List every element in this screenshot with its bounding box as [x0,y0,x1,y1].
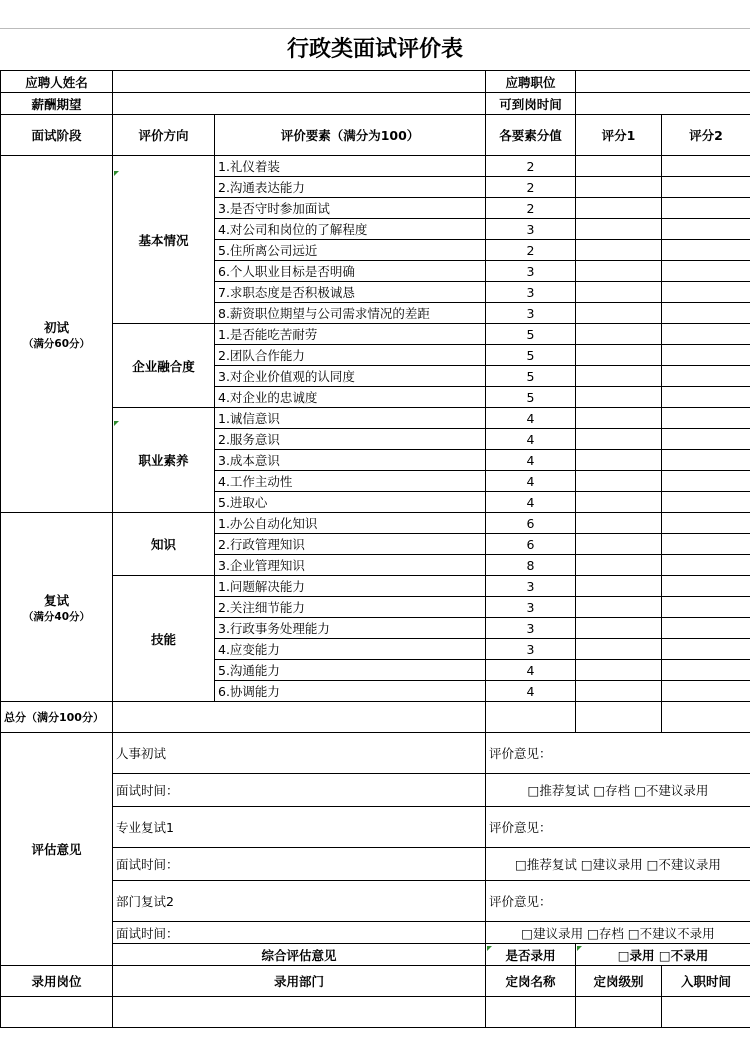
opinion-field-1[interactable]: 评价意见： [486,733,750,774]
score1-cell[interactable] [576,639,662,660]
position-label: 应聘职位 [486,71,576,93]
item-label: 5.进取心 [215,492,486,513]
hire-question: 是否录用 [486,944,576,966]
score2-cell[interactable] [662,429,750,450]
item-label: 6.个人职业目标是否明确 [215,261,486,282]
item-score: 2 [486,198,576,219]
item-label: 5.沟通能力 [215,660,486,681]
item-score: 5 [486,387,576,408]
item-label: 7.求职态度是否积极诚恳 [215,282,486,303]
item-score: 4 [486,429,576,450]
item-label: 4.工作主动性 [215,471,486,492]
score1-cell[interactable] [576,534,662,555]
available-field[interactable] [576,93,750,115]
item-label: 2.关注细节能力 [215,597,486,618]
item-label: 3.是否守时参加面试 [215,198,486,219]
score2-cell[interactable] [662,324,750,345]
score2-cell[interactable] [662,492,750,513]
header-score1: 评分1 [576,115,662,156]
score1-cell[interactable] [576,303,662,324]
header-stage: 面试阶段 [1,115,113,156]
score2-cell[interactable] [662,303,750,324]
name-field[interactable] [113,71,486,93]
item-score: 3 [486,576,576,597]
header-score2: 评分2 [662,115,750,156]
group-quality: 职业素养 [113,408,215,513]
score2-cell[interactable] [662,513,750,534]
item-label: 3.企业管理知识 [215,555,486,576]
item-score: 6 [486,513,576,534]
item-label: 1.诚信意识 [215,408,486,429]
score1-cell[interactable] [576,618,662,639]
score2-cell[interactable] [662,261,750,282]
item-score: 4 [486,681,576,702]
assessment-label: 评估意见 [1,733,113,966]
score2-cell[interactable] [662,618,750,639]
cell-marker-icon [114,421,119,426]
footer-position: 录用岗位 [1,966,113,997]
footer-start-date: 入职时间 [662,966,750,997]
score1-cell[interactable] [576,156,662,177]
item-score: 3 [486,261,576,282]
header-score-value: 各要素分值 [486,115,576,156]
score1-cell[interactable] [576,198,662,219]
total-field[interactable] [113,702,486,733]
opinion-field-2[interactable]: 评价意见： [486,807,750,848]
item-label: 1.礼仪着装 [215,156,486,177]
salary-field[interactable] [113,93,486,115]
score1-cell[interactable] [576,576,662,597]
options-3[interactable]: □建议录用 □存档 □不建议不录用 [486,922,750,944]
item-score: 3 [486,219,576,240]
score2-cell[interactable] [662,450,750,471]
overall-label: 综合评估意见 [113,944,486,966]
footer-post-level: 定岗级别 [576,966,662,997]
score2-cell[interactable] [662,156,750,177]
item-score: 2 [486,156,576,177]
item-label: 5.住所离公司远近 [215,240,486,261]
item-score: 3 [486,597,576,618]
group-skills: 技能 [113,576,215,702]
score2-cell[interactable] [662,387,750,408]
stage-second-label: 复试 [43,592,69,608]
item-score: 6 [486,534,576,555]
name-label: 应聘人姓名 [1,71,113,93]
item-label: 4.应变能力 [215,639,486,660]
hr-initial-label: 人事初试 [113,733,486,774]
evaluation-table [0,70,750,1028]
item-score: 3 [486,303,576,324]
item-label: 2.服务意识 [215,429,486,450]
footer-dept: 录用部门 [113,966,486,997]
item-label: 6.协调能力 [215,681,486,702]
total-score1[interactable] [576,702,662,733]
score2-cell[interactable] [662,660,750,681]
score2-cell[interactable] [662,681,750,702]
score2-cell[interactable] [662,219,750,240]
footer-dept-field[interactable] [113,997,486,1028]
item-score: 5 [486,345,576,366]
score1-cell[interactable] [576,681,662,702]
item-label: 3.对企业价值观的认同度 [215,366,486,387]
item-score: 4 [486,471,576,492]
score2-cell[interactable] [662,345,750,366]
footer-post-level-field[interactable] [576,997,662,1028]
item-label: 3.行政事务处理能力 [215,618,486,639]
cell-marker-icon [487,946,492,951]
interview-time-2[interactable]: 面试时间： [113,848,486,881]
item-score: 3 [486,639,576,660]
top-divider [0,28,750,29]
footer-post-name: 定岗名称 [486,966,576,997]
item-label: 3.成本意识 [215,450,486,471]
item-label: 2.行政管理知识 [215,534,486,555]
score2-cell[interactable] [662,408,750,429]
footer-position-field[interactable] [1,997,113,1028]
group-knowledge: 知识 [113,513,215,576]
item-score: 8 [486,555,576,576]
score1-cell[interactable] [576,450,662,471]
group-fit: 企业融合度 [113,324,215,408]
specialist-second-label: 专业复试1 [113,807,486,848]
item-score: 4 [486,450,576,471]
available-label: 可到岗时间 [486,93,576,115]
cell-marker-icon [114,171,119,176]
item-label: 1.是否能吃苦耐劳 [215,324,486,345]
group-basic: 基本情况 [113,156,215,324]
score1-cell[interactable] [576,219,662,240]
score1-cell[interactable] [576,240,662,261]
score1-cell[interactable] [576,660,662,681]
footer-post-name-field[interactable] [486,997,576,1028]
item-label: 2.沟通表达能力 [215,177,486,198]
score2-cell[interactable] [662,240,750,261]
header-direction: 评价方向 [113,115,215,156]
interview-time-3[interactable]: 面试时间： [113,922,486,944]
item-score: 3 [486,618,576,639]
item-label: 4.对企业的忠诚度 [215,387,486,408]
score2-cell[interactable] [662,555,750,576]
footer-start-date-field[interactable] [662,997,750,1028]
score2-cell[interactable] [662,366,750,387]
score1-cell[interactable] [576,345,662,366]
score2-cell[interactable] [662,282,750,303]
score1-cell[interactable] [576,366,662,387]
score2-cell[interactable] [662,471,750,492]
score1-cell[interactable] [576,282,662,303]
score2-cell[interactable] [662,177,750,198]
item-score: 2 [486,240,576,261]
score2-cell[interactable] [662,198,750,219]
item-label: 2.团队合作能力 [215,345,486,366]
dept-second-label: 部门复试2 [113,881,486,922]
score1-cell[interactable] [576,513,662,534]
position-field[interactable] [576,71,750,93]
item-score: 4 [486,660,576,681]
item-label: 1.办公自动化知识 [215,513,486,534]
item-label: 8.薪资职位期望与公司需求情况的差距 [215,303,486,324]
score1-cell[interactable] [576,177,662,198]
options-2[interactable]: □推荐复试 □建议录用 □不建议录用 [486,848,750,881]
item-label: 1.问题解决能力 [215,576,486,597]
score1-cell[interactable] [576,555,662,576]
score1-cell[interactable] [576,261,662,282]
item-score: 4 [486,408,576,429]
total-label: 总分（满分100分） [1,702,113,733]
score2-cell[interactable] [662,576,750,597]
stage-initial [1,156,113,513]
score2-cell[interactable] [662,597,750,618]
stage-initial-label: 初试 [43,319,69,335]
score1-cell[interactable] [576,471,662,492]
header-element: 评价要素（满分为100） [215,115,486,156]
opinion-field-3[interactable]: 评价意见： [486,881,750,922]
item-label: 4.对公司和岗位的了解程度 [215,219,486,240]
item-score: 5 [486,366,576,387]
interview-time-1[interactable]: 面试时间： [113,774,486,807]
item-score: 2 [486,177,576,198]
options-1[interactable]: □推荐复试 □存档 □不建议录用 [486,774,750,807]
score2-cell[interactable] [662,639,750,660]
score2-cell[interactable] [662,534,750,555]
hire-options[interactable]: □录用 □不录用 [576,944,750,966]
score1-cell[interactable] [576,324,662,345]
stage-initial-sub: （满分60分） [22,337,91,350]
total-score2[interactable] [662,702,750,733]
stage-second-sub: （满分40分） [22,610,91,623]
stage-second [1,513,113,702]
score1-cell[interactable] [576,492,662,513]
item-score: 4 [486,492,576,513]
salary-label: 薪酬期望 [1,93,113,115]
score1-cell[interactable] [576,408,662,429]
item-score: 3 [486,282,576,303]
score1-cell[interactable] [576,429,662,450]
page-title: 行政类面试评价表 [286,37,463,62]
cell-marker-icon [577,946,582,951]
item-score: 5 [486,324,576,345]
score1-cell[interactable] [576,597,662,618]
total-score-value[interactable] [486,702,576,733]
score1-cell[interactable] [576,387,662,408]
